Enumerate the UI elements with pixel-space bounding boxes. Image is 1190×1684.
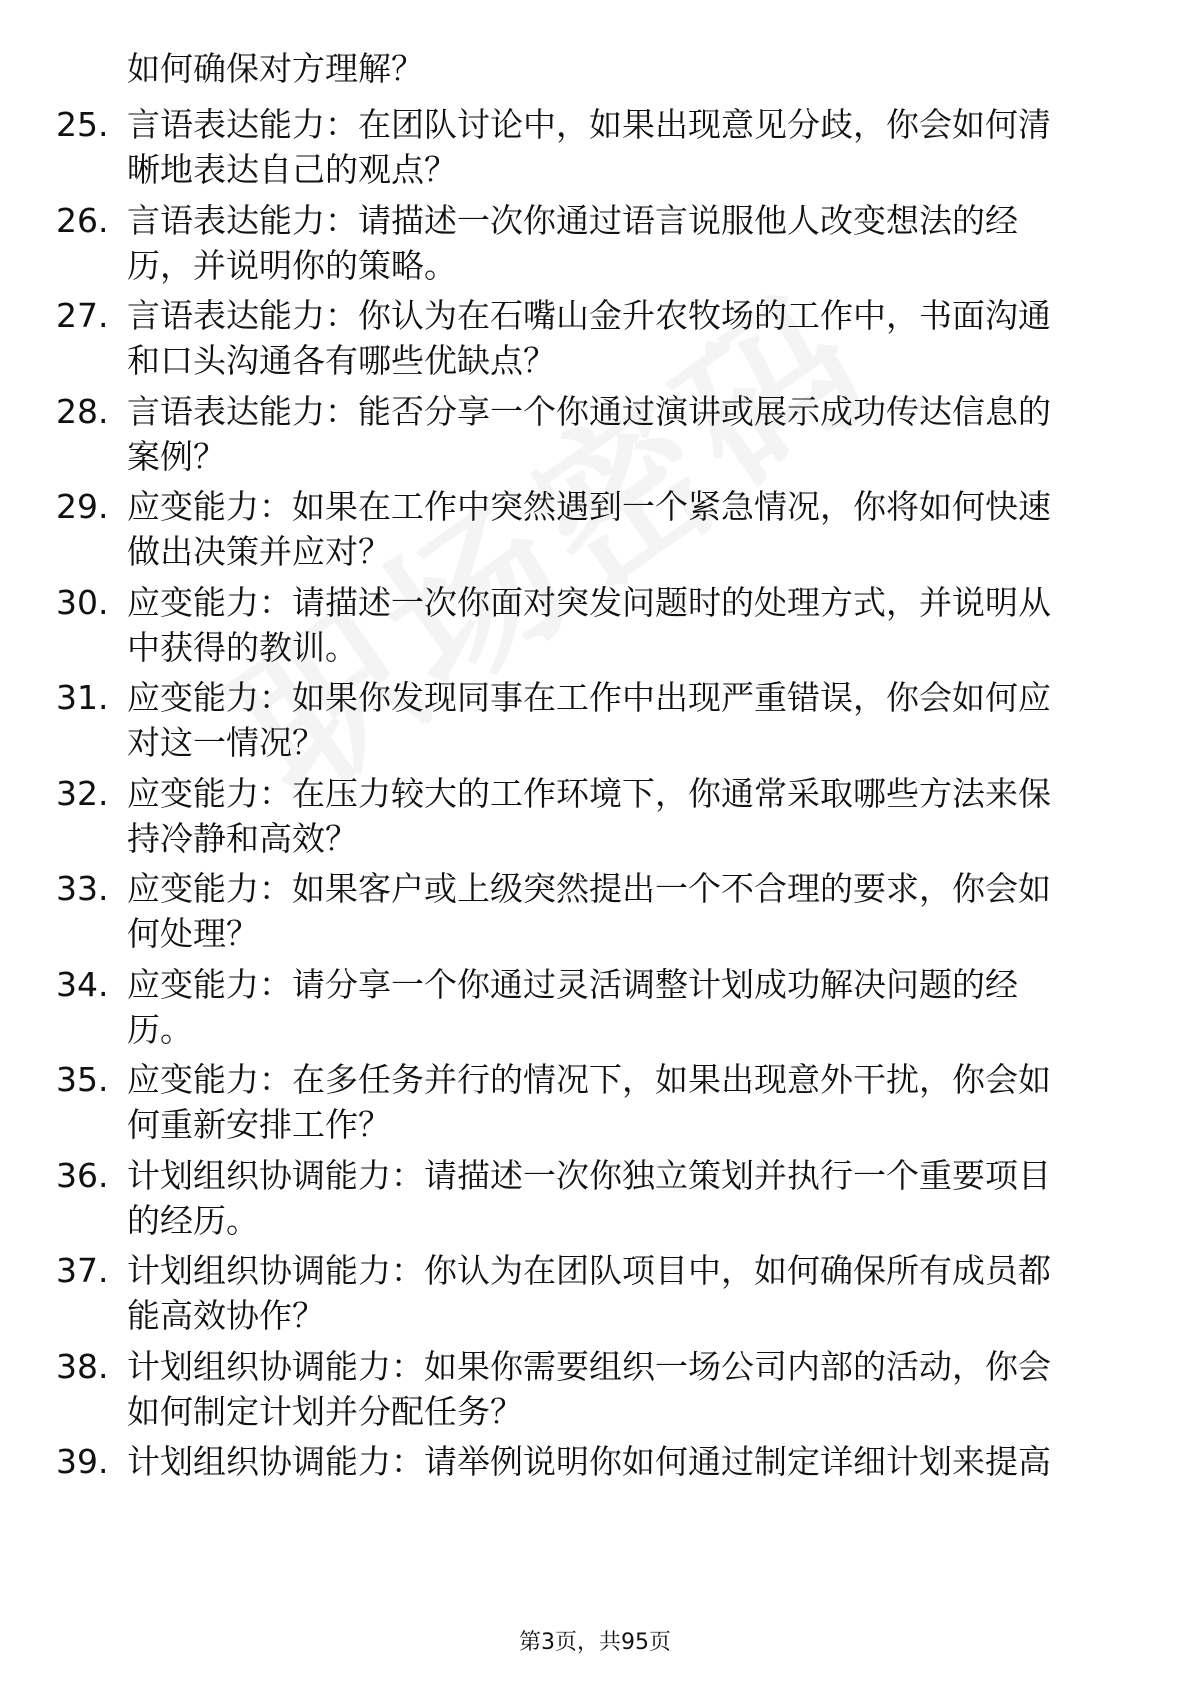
item-text-line: 的经历。 xyxy=(127,1200,259,1240)
item-text-line: 做出决策并应对？ xyxy=(127,532,391,571)
item-number: 38. xyxy=(56,1346,109,1386)
item-number: 27. xyxy=(56,296,109,335)
item-number: 39. xyxy=(56,1442,109,1481)
item-text-line: 计划组织协调能力：你认为在团队项目中，如何确保所有成员都 xyxy=(127,1251,1051,1290)
item-number: 31. xyxy=(56,678,109,717)
continuation-line: 如何确保对方理解？ xyxy=(127,49,424,88)
page-footer: 第3页，共95页 xyxy=(519,1630,671,1655)
item-number: 32. xyxy=(56,773,109,813)
item-number: 36. xyxy=(56,1155,109,1195)
item-text-line: 何处理？ xyxy=(127,914,259,953)
item-text-line: 应变能力：在压力较大的工作环境下，你通常采取哪些方法来保 xyxy=(127,773,1051,813)
item-text-line: 持冷静和高效？ xyxy=(127,818,358,858)
item-text-line: 应变能力：请描述一次你面对突发问题时的处理方式，并说明从 xyxy=(127,582,1051,622)
item-number: 34. xyxy=(56,964,109,1004)
item-text-line: 对这一情况？ xyxy=(127,723,325,762)
item-text-line: 言语表达能力：请描述一次你通过语言说服他人改变想法的经 xyxy=(127,200,1018,240)
item-text-line: 历，并说明你的策略。 xyxy=(127,245,457,285)
item-text-line: 计划组织协调能力：请描述一次你独立策划并执行一个重要项目 xyxy=(127,1155,1051,1195)
item-number: 29. xyxy=(56,487,109,526)
item-text-line: 计划组织协调能力：请举例说明你如何通过制定详细计划来提高 xyxy=(127,1442,1051,1481)
item-text-line: 中获得的教训。 xyxy=(127,627,358,667)
item-text-line: 案例？ xyxy=(127,436,226,476)
item-text-line: 言语表达能力：能否分享一个你通过演讲或展示成功传达信息的 xyxy=(127,391,1051,431)
item-text-line: 言语表达能力：你认为在石嘴山金升农牧场的工作中，书面沟通 xyxy=(127,296,1051,335)
item-number: 28. xyxy=(56,391,109,431)
item-number: 26. xyxy=(56,200,109,240)
item-text-line: 何重新安排工作？ xyxy=(127,1105,391,1144)
item-number: 33. xyxy=(56,869,109,908)
item-text-line: 晰地表达自己的观点？ xyxy=(127,150,457,189)
item-text-line: 应变能力：如果客户或上级突然提出一个不合理的要求，你会如 xyxy=(127,869,1051,908)
item-text-line: 和口头沟通各有哪些优缺点？ xyxy=(127,341,556,380)
item-text-line: 历。 xyxy=(127,1009,193,1049)
item-number: 30. xyxy=(56,582,109,622)
item-text-line: 应变能力：在多任务并行的情况下，如果出现意外干扰，你会如 xyxy=(127,1060,1051,1099)
item-number: 35. xyxy=(56,1060,109,1099)
item-text-line: 言语表达能力：在团队讨论中，如果出现意见分歧，你会如何清 xyxy=(127,105,1051,144)
item-text-line: 能高效协作？ xyxy=(127,1296,325,1335)
item-text-line: 应变能力：如果你发现同事在工作中出现严重错误，你会如何应 xyxy=(127,678,1051,717)
item-number: 25. xyxy=(56,105,109,144)
item-number: 37. xyxy=(56,1251,109,1290)
item-text-line: 应变能力：如果在工作中突然遇到一个紧急情况，你将如何快速 xyxy=(127,487,1051,526)
item-text-line: 如何制定计划并分配任务？ xyxy=(127,1391,523,1431)
item-text-line: 计划组织协调能力：如果你需要组织一场公司内部的活动，你会 xyxy=(127,1346,1051,1386)
item-text-line: 应变能力：请分享一个你通过灵活调整计划成功解决问题的经 xyxy=(127,964,1018,1004)
